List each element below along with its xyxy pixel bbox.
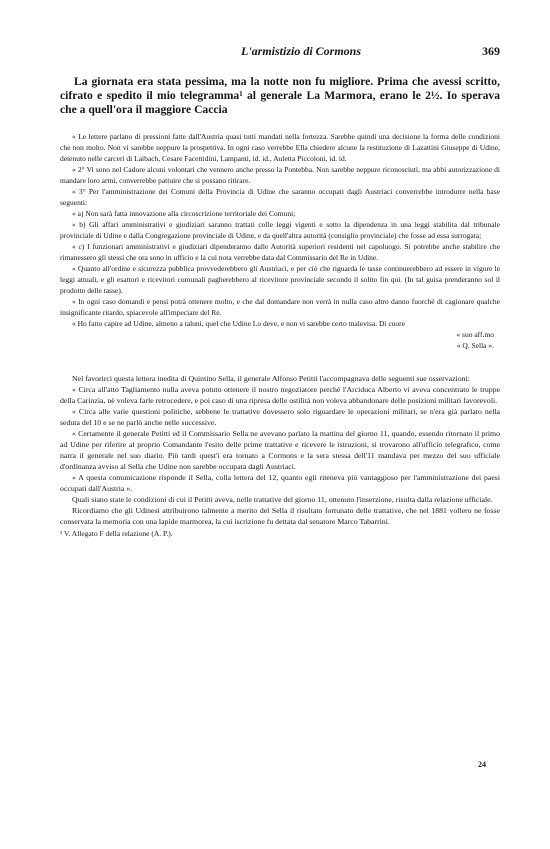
- quote-paragraph: « Circa alle varie questioni politiche, sebbene le trattative dovessero solo riguardare le operazioni militari, se n'era già parlato nella seduta del 10 e se ne parlò anche nelle successive.: [60, 407, 500, 427]
- signature: « Q. Sella ».: [456, 341, 494, 350]
- running-title: L'armistizio di Cormons: [240, 44, 362, 58]
- telegram-paragraph: « Le lettere parlano di pressioni fatte dall'Austria quasi tutti mandati nella fortezza. Sarebbe quindi una decisione la forma delle condizioni che non molto. Non vi sarebbe neppure la prospettiva. In ogni caso verrebbe Ella chiedere alcune la restituzione di Lazattini Giuseppe di Udine, detenuto nelle carceri di Laibach, Cesare Facettidini, Lampanti, id. id., Auletta Piccoloni, id. id.: [60, 132, 500, 163]
- lead-paragraph: La giornata era stata pessima, ma la notte non fu migliore. Prima che avessi scritto, cifrato e spedito il mio telegramma¹ al generale La Marmora, erano le 2½. Io sperava che a quell'ora il maggiore Caccia: [60, 75, 500, 116]
- telegram-paragraph: « 3° Per l'amministrazione dei Comuni della Provincia di Udine che saranno occupati dagli Austriaci converrebbe introdurre nella base seguenti:: [60, 187, 500, 207]
- quote-paragraph: « Certamente il generale Petitti ed il Commissario Sella ne avevano parlato la mattina del giorno 11, quando, essendo ritornato il primo ad Udine per riferire al proprio Comandante l'esito delle prime trattative e ricevere le istruzioni, si trovarono all'ufficio telegrafico, come narra il generale nel suo diario. Più tardi quest'i era tornato a Cormons e la sera stessa dell'11 mandava per mezzo del suo ufficiale d'ordinanza avviso al Sella che Udine non sarebbe occupata dagli Austriaci.: [60, 429, 500, 471]
- telegram-paragraph: « c) I funzionari amministrativi e giudiziari dipenderanno dalle Autorità superiori residenti nel capoluogo. Si potrebbe anche stabilire che rimanessero gli stessi che ora sono in ufficio e la cui nota verrebbe data dal Commissario del Re in Udine.: [60, 242, 500, 262]
- telegram-paragraph: « Ho fatto capire ad Udine, almeno a taluni, quel che Udine Lo deve, e non vi sarebbe certo malevisa. Di cuore: [72, 319, 405, 328]
- telegram-paragraph: « 2° Vi sono nel Cadore alcuni volontari che vennero anche presso la Pontebba. Non sarebbe neppure riconosciuti, ma abbi autorizzazione di mandare loro armi, converrebbe pattuire che si possano ritirare.: [60, 165, 500, 185]
- telegram-paragraph: « Quanto all'ordine e sicurezza pubblica provvederebbero gli Austriaci, e per ciò che riguarda le tasse continuerebbero ad essere in vigore le leggi attuali, e gli esattori e ricevitori comunali pagherebbero al ricevitore provinciale secondo il solito fin qui. (In tal guisa prenderanno sol il prodotto delle tasse).: [60, 264, 500, 295]
- page-header: [60, 44, 500, 59]
- quoted-observations: [60, 384, 500, 494]
- body-paragraph: Ricordiamo che gli Udinesi attribuirono talmente a merito del Sella il risultato fortunato delle trattative, che nel 1881 vollero ne fosse conservata la memoria con una lapide marmorea, la cui iscrizione fu dettata dal senatore Marco Tabarrini.: [60, 506, 500, 526]
- quote-paragraph: « Circa all'atto Tagliamento nulla aveva potuto ottenere il nostro negoziatore perché l'Arciduca Alberto vi aveva concentrato le truppe della Carinzia, nè voleva farle retrocedere, e poi caso di una ripresa delle ostilità non voleva abbandonare delle posizioni militari favorevoli.: [60, 385, 500, 405]
- body-paragraph: Quali siano state le condizioni di cui il Petitti aveva, nelle trattative del giorno 11, ottenuto l'inserzione, risulta dalla relazione ufficiale.: [72, 495, 493, 504]
- quote-paragraph: « A questa comunicazione risponde il Sella, colla lettera del 12, quanto egli riteneva più vantaggioso per l'amministrazione dei paesi occupati dall'Austria ».: [60, 473, 500, 493]
- folio-number: 24: [478, 760, 486, 769]
- document-page: [60, 44, 500, 539]
- telegram-paragraph: « In ogni caso domandi e pensi potrà ottenere molto, e che dal domandare non verrà in nulla caso altro danno fuorché di cagionare qualche insignificante ritardo, spiacevole all'impeciare del Re.: [60, 297, 500, 317]
- letter-closing: [60, 329, 500, 351]
- telegram-block: [60, 131, 500, 329]
- commentary-intro: [60, 373, 500, 384]
- telegram-paragraph: « a) Non sarà fatta innovazione alla circoscrizione territoriale dei Comuni;: [72, 209, 296, 218]
- telegram-paragraph: « b) Gli affari amministrativi e giudiziari saranno trattati colle leggi vigenti e sotto la dipendenza in una leggi stabilita dal tribunale provinciale di Udine e dalla Congregazione provinciale di Udine, e da quell'altra autorità (consiglio provinciale) che fosse ad essa surrogata;: [60, 220, 500, 240]
- footnote: ¹ V. Allegato F della relazione (A. P.).: [60, 529, 173, 538]
- body-text: [60, 494, 500, 527]
- salutation: « suo aff.mo: [456, 330, 494, 339]
- page-number: 369: [482, 44, 500, 58]
- intro-paragraph: Nel favorirci questa lettera inedita di Quintino Sella, il generale Alfonso Petitti l'accompagnava delle seguenti sue osservazioni:: [72, 374, 470, 383]
